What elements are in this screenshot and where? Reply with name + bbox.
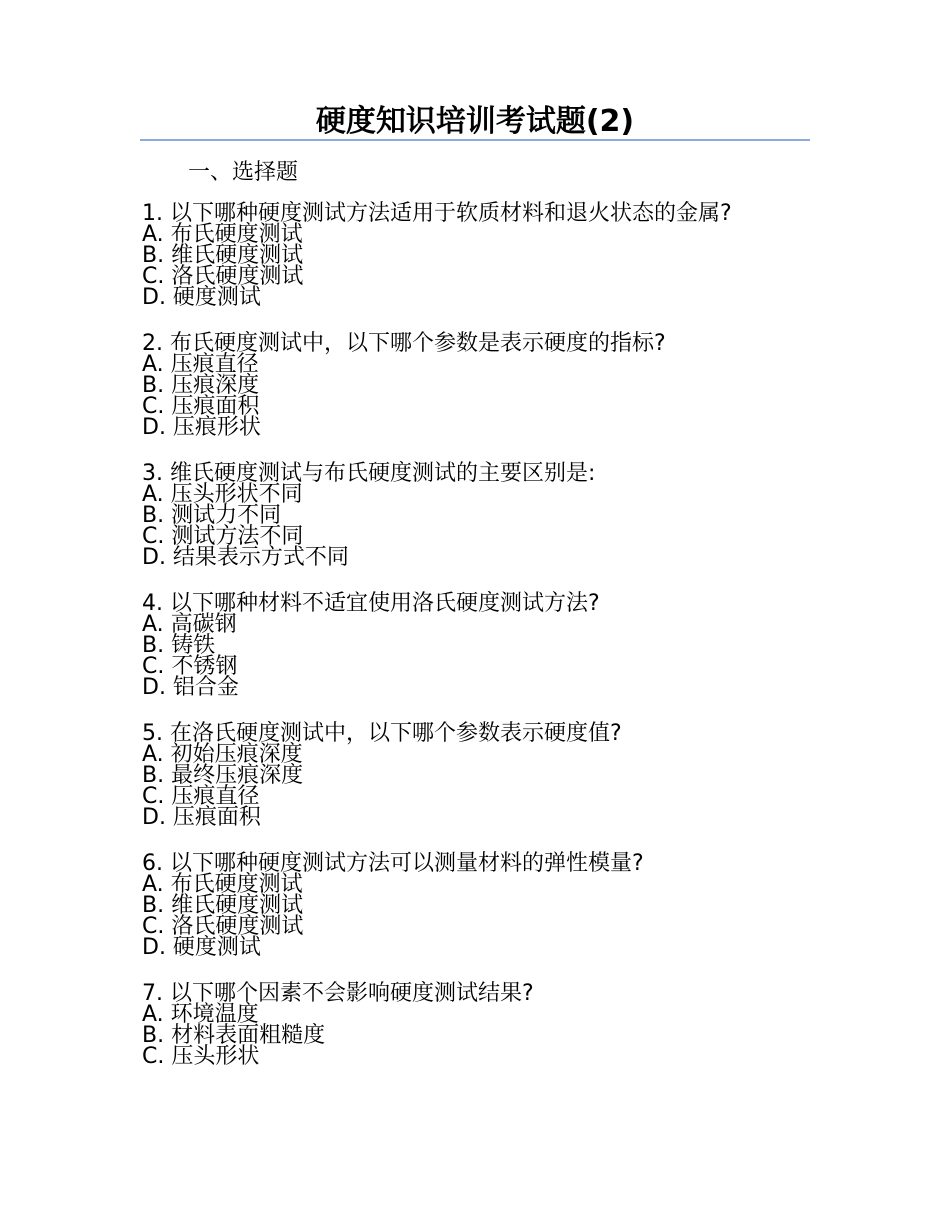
document-title: 硬度知识培训考试题(2) xyxy=(315,104,635,139)
option-d: D. 硬度测试 xyxy=(142,935,261,960)
option-a: A. 初始压痕深度 xyxy=(142,742,303,767)
option-a: A. 压痕直径 xyxy=(142,352,259,377)
option-b: B. 铸铁 xyxy=(142,633,216,658)
question-5 xyxy=(142,723,782,828)
question-1 xyxy=(142,203,782,308)
question-list xyxy=(142,203,782,1092)
question-text: 2. 布氏硬度测试中，以下哪个参数是表示硬度的指标? xyxy=(142,331,666,356)
option-d: D. 硬度测试 xyxy=(142,285,261,310)
option-c: C. 压痕面积 xyxy=(142,394,260,419)
option-c: C. 洛氏硬度测试 xyxy=(142,264,304,289)
option-c: C. 压痕直径 xyxy=(142,784,260,809)
question-text: 1. 以下哪种硬度测试方法适用于软质材料和退火状态的金属? xyxy=(142,201,732,226)
option-c: C. 测试方法不同 xyxy=(142,524,304,549)
option-b: B. 维氏硬度测试 xyxy=(142,243,304,268)
option-b: B. 材料表面粗糙度 xyxy=(142,1023,326,1048)
section-heading: 一、选择题 xyxy=(188,160,299,185)
option-c: C. 压头形状 xyxy=(142,1044,260,1069)
question-3 xyxy=(142,463,782,568)
question-text: 6. 以下哪种硬度测试方法可以测量材料的弹性模量? xyxy=(142,851,644,876)
option-d: D. 铝合金 xyxy=(142,675,239,700)
question-text: 5. 在洛氏硬度测试中，以下哪个参数表示硬度值? xyxy=(142,721,622,746)
question-text: 3. 维氏硬度测试与布氏硬度测试的主要区别是: xyxy=(142,461,596,486)
option-b: B. 测试力不同 xyxy=(142,503,282,528)
option-a: A. 布氏硬度测试 xyxy=(142,222,303,247)
question-7 xyxy=(142,983,782,1067)
option-a: A. 高碳钢 xyxy=(142,612,237,637)
question-text: 4. 以下哪种材料不适宜使用洛氏硬度测试方法? xyxy=(142,591,600,616)
option-b: B. 最终压痕深度 xyxy=(142,763,304,788)
title-underline xyxy=(140,139,810,141)
option-a: A. 布氏硬度测试 xyxy=(142,872,303,897)
question-text: 7. 以下哪个因素不会影响硬度测试结果? xyxy=(142,981,534,1006)
option-a: A. 压头形状不同 xyxy=(142,482,303,507)
option-c: C. 洛氏硬度测试 xyxy=(142,914,304,939)
option-d: D. 压痕面积 xyxy=(142,805,261,830)
option-a: A. 环境温度 xyxy=(142,1002,259,1027)
question-2 xyxy=(142,333,782,438)
option-b: B. 维氏硬度测试 xyxy=(142,893,304,918)
question-6 xyxy=(142,853,782,958)
option-d: D. 压痕形状 xyxy=(142,415,261,440)
option-c: C. 不锈钢 xyxy=(142,654,238,679)
option-d: D. 结果表示方式不同 xyxy=(142,545,349,570)
question-4 xyxy=(142,593,782,698)
option-b: B. 压痕深度 xyxy=(142,373,260,398)
